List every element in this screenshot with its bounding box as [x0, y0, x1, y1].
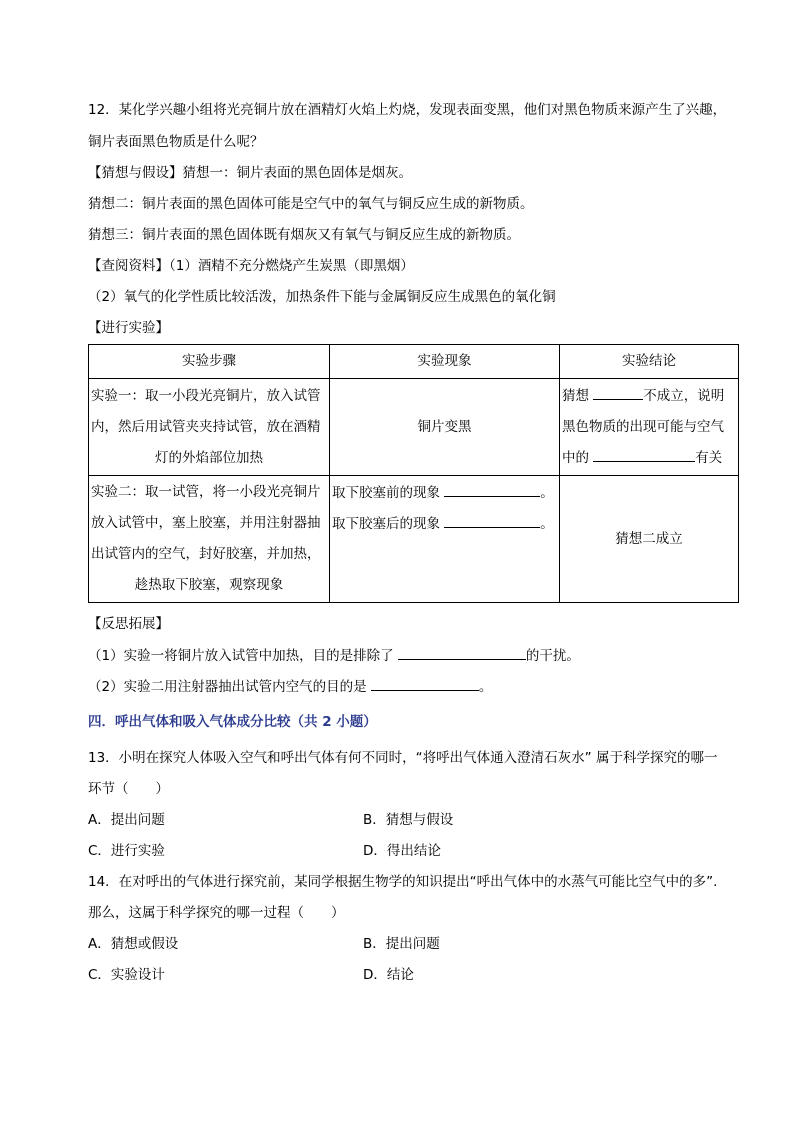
after-period: 。: [540, 516, 554, 532]
row1-conclusion-line2: 黑色物质的出现可能与空气: [562, 418, 724, 435]
row1-step-line2: 内，然后用试管夹夹持试管，放在酒精: [91, 418, 321, 435]
before-phenomenon-blank[interactable]: [444, 482, 540, 497]
q13-stem-line1: 13．小明在探究人体吸入空气和呼出气体有何不同时，“将呼出气体通入澄清石灰水” 属于科学探究的哪一: [88, 750, 718, 766]
before-period: 。: [540, 485, 554, 501]
header-conclusion: 实验结论: [560, 345, 739, 379]
q12-experiment-heading: 【进行实验】: [88, 320, 169, 336]
q12-hypothesis-line1: 【猜想与假设】猜想一：铜片表面的黑色固体是烟灰。: [88, 165, 412, 181]
air-component-blank[interactable]: [593, 447, 695, 462]
q12-reflection-2: [88, 676, 492, 697]
row1-conclusion-line1: [562, 381, 736, 412]
q14-option-c[interactable]: C．实验设计: [88, 967, 165, 983]
q14-option-a[interactable]: A．猜想或假设: [88, 936, 179, 952]
table-row: [89, 379, 739, 476]
conclusion-in-label: 中的: [562, 449, 589, 466]
q14-option-b[interactable]: B．提出问题: [363, 936, 440, 952]
after-label: 取下胶塞后的现象: [332, 516, 440, 532]
q13-option-c[interactable]: C．进行实验: [88, 843, 165, 859]
row2-step-line1: 实验二：取一试管，将一小段光亮铜片: [91, 484, 321, 500]
reflection-2-text: （2）实验二用注射器抽出试管内空气的目的是: [88, 679, 367, 695]
row2-phenomenon-before: [332, 478, 557, 509]
q13-option-d[interactable]: D．得出结论: [363, 843, 441, 859]
table-header-row: [89, 345, 739, 379]
q12-hypothesis-line2: 猜想二：铜片表面的黑色固体可能是空气中的氧气与铜反应生成的新物质。: [88, 196, 534, 212]
conclusion-related: 有关: [695, 449, 723, 466]
q12-reference-line2: （2）氧气的化学性质比较活泼，加热条件下能与金属铜反应生成黑色的氧化铜: [88, 289, 556, 305]
reflection-2-blank[interactable]: [371, 676, 479, 691]
q13-option-b[interactable]: B．猜想与假设: [363, 812, 454, 828]
q14-stem-line2: 那么，这属于科学探究的哪一过程（ ）: [88, 905, 345, 921]
row1-conclusion-line3: [562, 443, 736, 474]
row1-step-line1: 实验一：取一小段光亮铜片，放入试管: [91, 387, 321, 404]
q13-option-a[interactable]: A．提出问题: [88, 812, 165, 828]
q12-stem-line2: 铜片表面黑色物质是什么呢？: [88, 134, 264, 150]
row2-phenomenon-cell: [330, 476, 560, 603]
reflection-1-end: 的干扰。: [525, 648, 580, 664]
conclusion-guess-label: 猜想: [562, 387, 589, 404]
q12-reflection-1: [88, 645, 580, 666]
conclusion-not-valid: 不成立，说明: [643, 387, 725, 404]
q12-stem-line1: 12．某化学兴趣小组将光亮铜片放在酒精灯火焰上灼烧，发现表面变黑，他们对黑色物质来源产生了兴趣，: [88, 102, 727, 118]
q14-option-d[interactable]: D．结论: [363, 967, 414, 983]
row1-step-line3: 灯的外焰部位加热: [155, 449, 263, 466]
reflection-1-blank[interactable]: [398, 645, 526, 660]
table-row: [89, 476, 739, 603]
reflection-2-end: 。: [478, 679, 493, 695]
row2-phenomenon-after: [332, 509, 557, 540]
q12-reflection-heading: 【反思拓展】: [88, 616, 169, 632]
row2-step-cell: [89, 476, 330, 603]
before-label: 取下胶塞前的现象: [332, 485, 440, 501]
row2-step-line4: 趁热取下胶塞，观察现象: [134, 577, 284, 593]
row2-step-line2: 放入试管中，塞上胶塞，并用注射器抽: [91, 515, 321, 531]
header-steps: 实验步骤: [89, 345, 330, 379]
row2-conclusion: 猜想二成立: [560, 476, 739, 603]
header-phenomenon: 实验现象: [330, 345, 560, 379]
row1-conclusion-cell: [560, 379, 739, 476]
q12-reference-line1: 【查阅资料】（1）酒精不充分燃烧产生炭黑（即黑烟）: [88, 258, 414, 274]
q12-hypothesis-line3: 猜想三：铜片表面的黑色固体既有烟灰又有氧气与铜反应生成的新物质。: [88, 227, 520, 243]
section-4-title: 四．呼出气体和吸入气体成分比较（共 2 小题）: [88, 714, 377, 730]
row2-step-line3: 出试管内的空气，封好胶塞，并加热，: [91, 546, 321, 562]
row1-phenomenon: 铜片变黑: [330, 379, 560, 476]
row1-step-cell: [89, 379, 330, 476]
experiment-table: [88, 344, 739, 603]
reflection-1-text: （1）实验一将铜片放入试管中加热，目的是排除了: [88, 648, 394, 664]
guess-number-blank[interactable]: [593, 385, 643, 400]
q13-stem-line2: 环节（ ）: [88, 781, 169, 797]
after-phenomenon-blank[interactable]: [444, 513, 540, 528]
q14-stem-line1: 14．在对呼出的气体进行探究前，某同学根据生物学的知识提出“呼出气体中的水蒸气可能比空气中的多”.: [88, 874, 718, 890]
